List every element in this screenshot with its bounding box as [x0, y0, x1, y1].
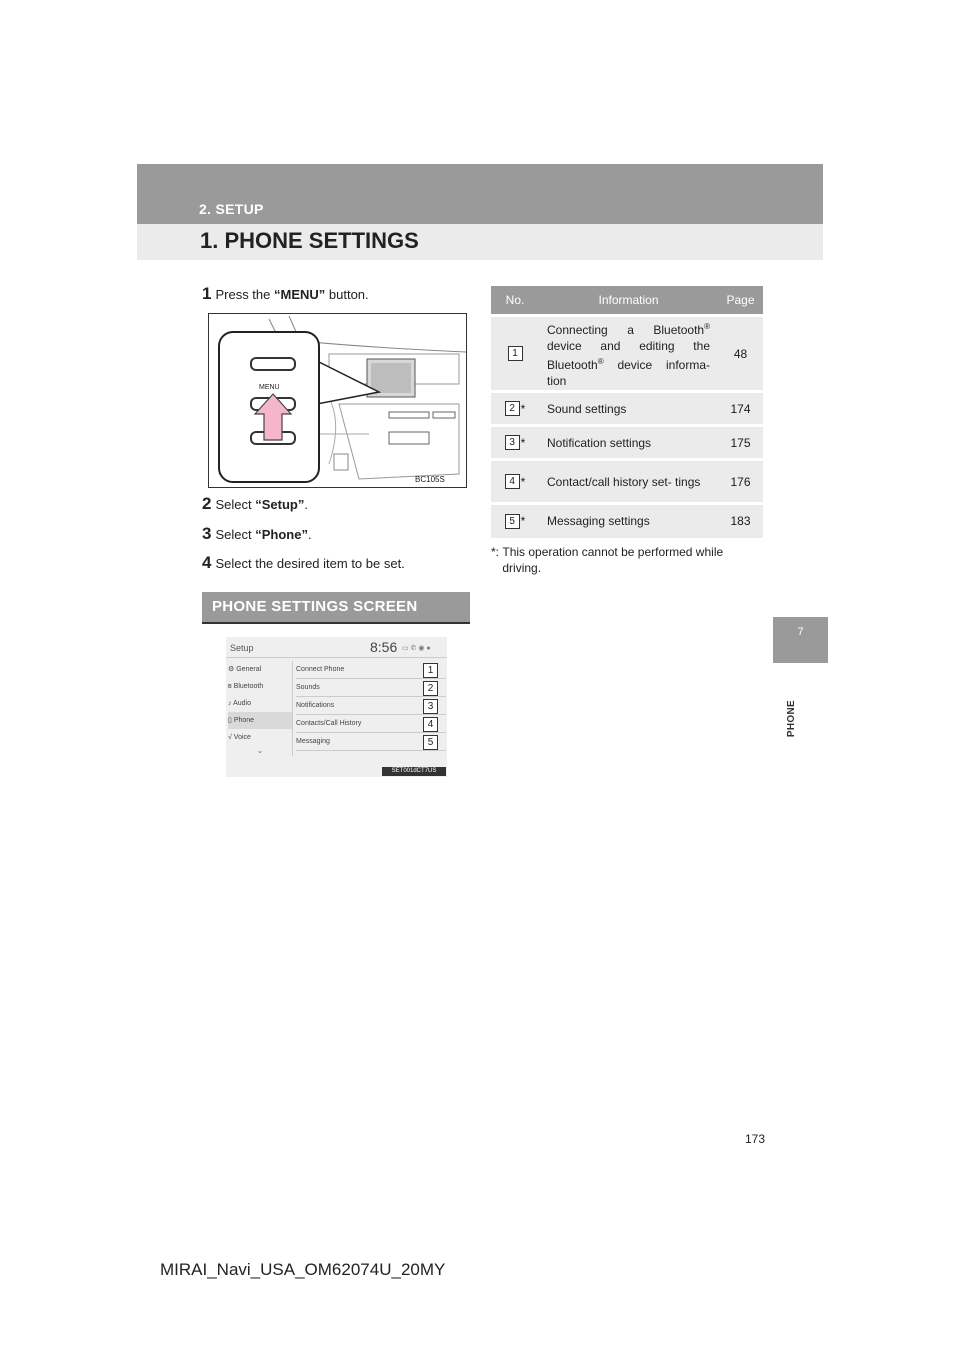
item-number-1: 1: [508, 346, 523, 361]
screen-menu-bluetooth[interactable]: ʙ Bluetooth: [228, 683, 264, 690]
phone-icon: ▯: [228, 717, 232, 724]
footnote-text: This operation cannot be performed while driving.: [502, 545, 724, 575]
svg-text:BC105S: BC105S: [415, 475, 445, 484]
settings-icon: ⚙: [228, 666, 235, 673]
screen-menu-general[interactable]: ⚙ General: [228, 666, 262, 673]
table-row: 3 * Notification settings 175: [491, 426, 763, 460]
info-cell: Sound settings: [539, 392, 718, 426]
step-2: [202, 494, 308, 514]
section-label: 2. SETUP: [199, 201, 264, 217]
callout-1: 1: [423, 663, 438, 678]
screen-item-sounds[interactable]: Sounds 2: [296, 679, 446, 697]
step-text: Select: [215, 497, 256, 512]
page-number: 173: [745, 1132, 766, 1146]
menu-button-illustration: [208, 313, 467, 488]
item-number-3: 3: [505, 435, 520, 450]
footnote-marker: *:: [491, 545, 500, 559]
table-row: 4 * Contact/call history set- tings 176: [491, 460, 763, 504]
item-number-4: 4: [505, 474, 520, 489]
settings-table: [491, 286, 763, 538]
screen-menu-phone[interactable]: ▯ Phone: [228, 712, 292, 729]
callout-4: 4: [423, 717, 438, 732]
chapter-number-tab[interactable]: 7: [773, 617, 828, 663]
step-number: 1: [202, 284, 212, 303]
item-number-2: 2: [505, 401, 520, 416]
svg-text:MENU: MENU: [259, 384, 280, 391]
section-divider: [202, 622, 470, 624]
header-page: Page: [718, 286, 763, 316]
status-icons: ▭ ✆ ◉ ●: [402, 645, 431, 652]
callout-3: 3: [423, 699, 438, 714]
section-heading: PHONE SETTINGS SCREEN: [202, 592, 470, 622]
step-bold: “Phone”: [255, 527, 308, 542]
screen-time: 8:56: [370, 639, 398, 655]
document-footer: MIRAI_Navi_USA_OM62074U_20MY: [160, 1260, 446, 1279]
screen-item-notifications[interactable]: Notifications 3: [296, 697, 446, 715]
callout-5: 5: [423, 735, 438, 750]
screen-title: Setup: [230, 643, 254, 653]
info-cell: Connecting a Bluetooth® device and editing the Bluetooth® device informa- tion: [539, 316, 718, 392]
info-cell: Notification settings: [539, 426, 718, 460]
bluetooth-icon: ʙ: [228, 683, 232, 690]
step-1: [202, 284, 369, 304]
page-cell[interactable]: 174: [718, 392, 763, 426]
music-icon: ♪: [228, 700, 232, 707]
table-row: 5 * Messaging settings 183: [491, 504, 763, 538]
page-cell[interactable]: 176: [718, 460, 763, 504]
page-cell[interactable]: 175: [718, 426, 763, 460]
page-title: 1. PHONE SETTINGS: [200, 228, 419, 253]
page-cell[interactable]: 48: [718, 316, 763, 392]
step-number: 4: [202, 553, 212, 572]
step-text-end: .: [307, 527, 312, 542]
screen-item-connect-phone[interactable]: Connect Phone 1: [296, 661, 446, 679]
step-text: Press the: [215, 287, 274, 302]
item-number-5: 5: [505, 514, 520, 529]
chevron-down-icon[interactable]: ⌄: [256, 746, 264, 755]
screen-menu-audio[interactable]: ♪ Audio: [228, 700, 251, 707]
screen-menu-voice[interactable]: √ Voice: [228, 734, 251, 741]
screen-item-messaging[interactable]: Messaging 5: [296, 733, 446, 751]
step-text: Select the desired item to be set.: [215, 556, 405, 571]
info-cell: Messaging settings: [539, 504, 718, 538]
step-text: Select: [215, 527, 256, 542]
table-footnote: [491, 544, 763, 576]
setup-screen-illustration: [226, 637, 447, 777]
step-bold: “MENU”: [274, 287, 326, 302]
step-text-end: button.: [325, 287, 369, 302]
step-bold: “Setup”: [255, 497, 305, 512]
header-information: Information: [539, 286, 718, 316]
voice-icon: √: [228, 734, 232, 741]
header-no: No.: [491, 286, 539, 316]
screen-item-contacts[interactable]: Contacts/Call History 4: [296, 715, 446, 733]
figure-code: SET001dCT7US: [382, 767, 446, 776]
table-row: 2 * Sound settings 174: [491, 392, 763, 426]
table-row: [491, 316, 763, 392]
step-4: [202, 553, 405, 573]
info-cell: Contact/call history set- tings: [539, 460, 718, 504]
step-3: [202, 524, 312, 544]
step-number: 2: [202, 494, 212, 513]
chapter-label: PHONE: [786, 700, 797, 738]
page-cell[interactable]: 183: [718, 504, 763, 538]
step-text-end: .: [304, 497, 308, 512]
callout-2: 2: [423, 681, 438, 696]
step-number: 3: [202, 524, 212, 543]
